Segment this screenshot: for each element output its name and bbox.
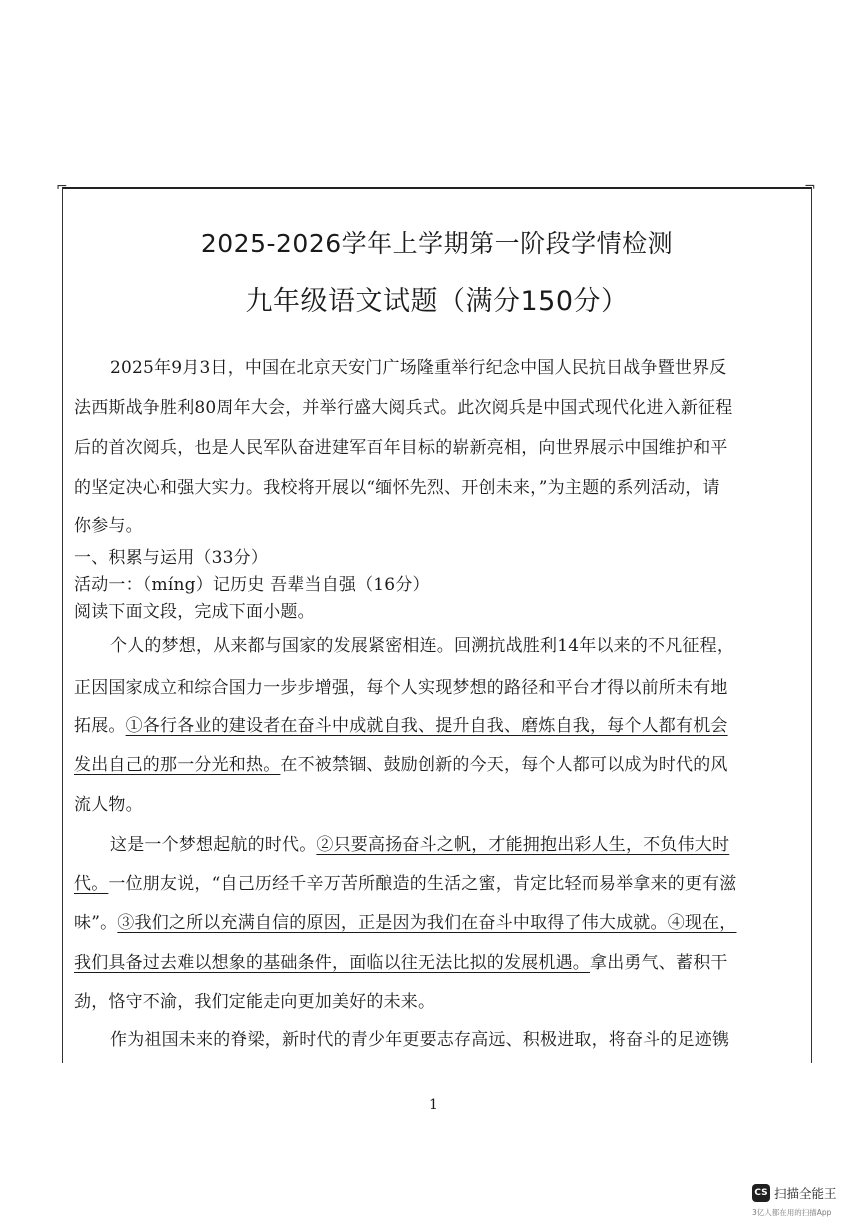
intro-line: 的坚定决心和强大实力。我校将开展以“缅怀先烈、开创未来，”为主题的系列活动，请 — [74, 478, 720, 498]
underlined-sentence-4-cont: 我们具备过去难以想象的基础条件，面临以往无法比拟的发展机遇。 — [74, 953, 590, 973]
passage-text: 一位朋友说，“自己历经千辛万苦所酿造的生活之蜜，肯定比轻而易举拿来的更有滋 — [108, 874, 737, 894]
scanner-watermark — [752, 1182, 864, 1224]
activity-heading: 活动一：（míng）记历史 吾辈当自强（16分） — [74, 575, 430, 595]
instruction-text: 阅读下面文段，完成下面小题。 — [74, 602, 315, 622]
scanner-tagline: 3亿人都在用的扫描App — [752, 1208, 832, 1217]
scanner-logo: CS — [752, 1184, 770, 1202]
passage-text: 这是一个梦想起航的时代。 — [110, 835, 317, 855]
crop-mark: ⌐ — [56, 179, 68, 195]
passage-line — [74, 912, 809, 934]
intro-line: 后的首次阅兵，也是人民军队奋进建军百年目标的崭新亮相，向世界展示中国维护和平 — [74, 438, 728, 458]
passage-line: 作为祖国未来的脊梁，新时代的青少年更要志存高远、积极进取，将奋斗的足迹镌 — [110, 1030, 730, 1050]
passage-text: 拿出勇气、蓄积干 — [590, 953, 728, 973]
passage-line — [74, 754, 809, 776]
underlined-sentence-2: ②只要高扬奋斗之帆，才能拥抱出彩人生，不负伟大时 — [316, 835, 730, 855]
intro-line: 你参与。 — [74, 516, 143, 536]
passage-line: 个人的梦想，从来都与国家的发展紧密相连。回溯抗战胜利14年以来的不凡征程， — [110, 636, 735, 656]
exam-title: 2025-2026学年上学期第一阶段学情检测 — [200, 229, 674, 258]
passage-line — [74, 715, 809, 737]
passage-text: 味”。 — [74, 913, 118, 933]
passage-text: 在不被禁锢、鼓励创新的今天，每个人都可以成为时代的风 — [280, 755, 728, 775]
underlined-sentence-1-cont: 发出自己的那一分光和热。 — [74, 755, 281, 775]
intro-line: 2025年9月3日，中国在北京天安门广场隆重举行纪念中国人民抗日战争暨世界反 — [110, 358, 727, 378]
section-heading: 一、积累与运用（33分） — [74, 548, 269, 568]
intro-line: 法西斯战争胜利80周年大会，并举行盛大阅兵式。此次阅兵是中国式现代化进入新征程 — [74, 398, 733, 418]
underlined-sentence-2-cont: 代。 — [74, 874, 109, 894]
page-number: 1 — [429, 1097, 438, 1113]
underlined-sentence-1: ①各行各业的建设者在奋斗中成就自我、提升自我、磨炼自我，每个人都有机会 — [125, 716, 728, 736]
crop-mark: ¬ — [804, 179, 816, 195]
passage-line — [74, 952, 809, 974]
scanner-name: 扫描全能王 — [774, 1186, 837, 1201]
passage-text: 拓展。 — [74, 716, 126, 736]
passage-line — [74, 873, 809, 895]
passage-line: 流人物。 — [74, 795, 143, 815]
underlined-sentence-3-4: ③我们之所以充满自信的原因，正是因为我们在奋斗中取得了伟大成就。④现在， — [117, 913, 737, 933]
exam-subtitle: 九年级语文试题（满分150分） — [245, 286, 629, 317]
passage-line: 劲，恪守不渝，我们定能走向更加美好的未来。 — [74, 992, 436, 1012]
passage-line: 正因国家成立和综合国力一步步增强，每个人实现梦想的路径和平台才得以前所未有地 — [74, 678, 728, 698]
passage-line — [110, 834, 810, 856]
